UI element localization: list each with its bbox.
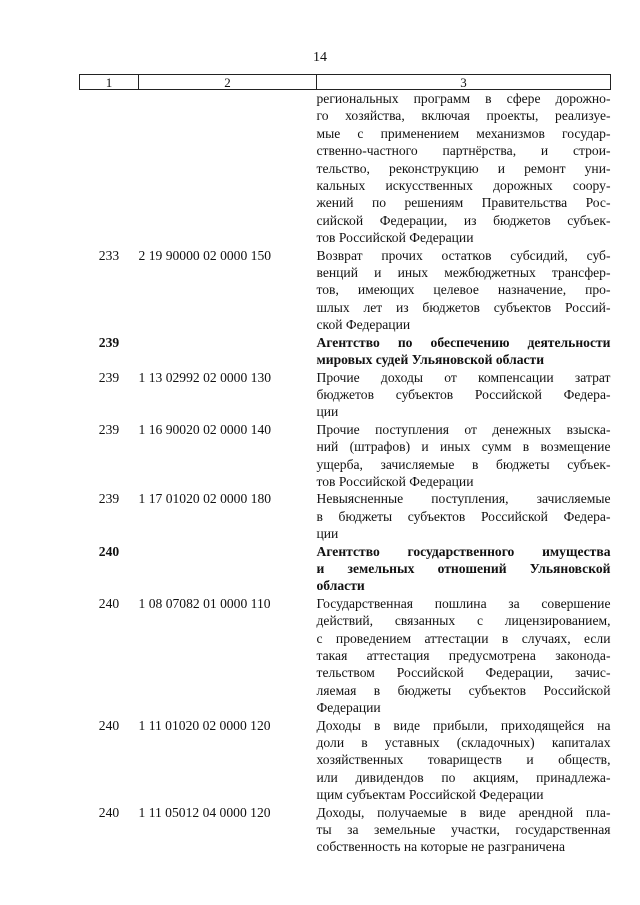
description-line: региональных программ в сфере дорожно- <box>316 91 611 106</box>
description-line: такая аттестация предусмотрена законода- <box>316 648 611 663</box>
description-line: тов, имеющих целевое назначение, про- <box>316 282 611 298</box>
description-line: Доходы, получаемые в виде арендной пла- <box>316 804 611 820</box>
description-line: ской Федерации <box>316 317 411 333</box>
description-line: шлых лет из бюджетов субъектов Россий- <box>316 299 611 315</box>
description-cell <box>317 421 611 491</box>
description-line: и земельных отношений Ульяновской <box>316 560 611 576</box>
revenue-code-cell: 1 16 90020 02 0000 140 <box>138 421 272 437</box>
table-row <box>80 717 611 804</box>
description-line: бюджетов субъектов Российской Федера- <box>316 386 611 402</box>
description-line: кальных искусственных дорожных соору- <box>316 178 611 194</box>
description-line: Государственная пошлина за совершение <box>316 595 611 611</box>
description-line: тельство, реконструкцию и ремонт уни- <box>316 160 611 176</box>
table-header-row <box>80 75 611 90</box>
description-line: действий, связанных с лицензированием, <box>316 613 611 629</box>
description-line: Агентство государственного имущества <box>316 543 611 559</box>
revenue-code-cell: 1 11 01020 02 0000 120 <box>138 717 271 733</box>
description-cell <box>317 247 611 334</box>
description-line: Возврат прочих остатков субсидий, суб- <box>316 247 611 263</box>
description-cell <box>317 369 611 421</box>
description-line: ции <box>316 526 339 542</box>
description-line: мые с применением механизмов государ- <box>316 125 611 141</box>
description-line: ляемая в бюджеты субъектов Российской <box>316 682 611 698</box>
description-line: с проведением аттестации в случаях, если <box>316 630 611 646</box>
admin-code-cell <box>80 90 139 247</box>
description-cell <box>317 804 611 856</box>
table-row <box>80 804 611 856</box>
revenue-code-cell <box>139 90 317 247</box>
header-col-2: 2 <box>139 75 317 90</box>
table-row <box>80 595 611 717</box>
description-line: мировых судей Ульяновской области <box>316 352 545 368</box>
description-cell <box>317 490 611 542</box>
description-line: Прочие поступления от денежных взыска- <box>316 421 611 437</box>
revenue-code-cell: 1 11 05012 04 0000 120 <box>138 804 271 820</box>
description-line: Агентство по обеспечению деятельности <box>316 334 611 350</box>
description-line: тов Российской Федерации <box>316 473 474 489</box>
table-row <box>80 421 611 491</box>
description-line: ущерба, зачисляемые в бюджеты субъек- <box>316 456 611 472</box>
revenue-code-cell: 2 19 90000 02 0000 150 <box>138 247 272 263</box>
revenue-code-cell <box>139 334 317 369</box>
description-line: жений по решениям Правительства Рос- <box>316 195 611 211</box>
table-row <box>80 490 611 542</box>
table-row <box>80 369 611 421</box>
description-line: го хозяйства, включая проекты, реализуе- <box>316 108 611 124</box>
admin-code-cell: 240 <box>98 595 120 611</box>
admin-code-cell: 239 <box>98 334 120 350</box>
admin-code-cell: 233 <box>98 247 120 263</box>
table-section-row <box>80 543 611 595</box>
description-line: хозяйственных товариществ и обществ, <box>316 752 611 768</box>
header-col-1: 1 <box>80 75 139 90</box>
description-line: ты за земельные участки, государственная <box>316 822 611 838</box>
admin-code-cell: 239 <box>98 369 120 385</box>
description-cell <box>317 543 611 595</box>
revenue-code-cell: 1 17 01020 02 0000 180 <box>138 491 272 507</box>
description-line: ний (штрафов) и иных сумм в возмещение <box>316 439 611 455</box>
description-line: Невыясненные поступления, зачисляемые <box>316 491 611 507</box>
table-row <box>80 247 611 334</box>
description-cell <box>317 334 611 369</box>
description-line: области <box>316 578 365 594</box>
description-cell <box>317 595 611 717</box>
description-line: Доходы в виде прибыли, приходящейся на <box>316 717 611 733</box>
admin-code-cell: 240 <box>98 804 120 820</box>
header-col-3: 3 <box>317 75 611 90</box>
description-line: сийской Федерации, из бюджетов субъек- <box>316 212 611 228</box>
description-line: венций и иных межбюджетных трансфер- <box>316 265 611 281</box>
description-line: ственно-частного партнёрства, и строи- <box>316 143 611 159</box>
admin-code-cell: 239 <box>98 421 120 437</box>
table-section-row <box>80 334 611 369</box>
description-line: или дивидендов по акциям, принадлежа- <box>316 769 611 785</box>
admin-code-cell: 240 <box>98 717 120 733</box>
table-body <box>80 90 611 856</box>
admin-code-cell: 239 <box>98 491 120 507</box>
description-line: ции <box>316 404 339 420</box>
description-line: Прочие доходы от компенсации затрат <box>316 369 611 385</box>
revenue-code-cell: 1 13 02992 02 0000 130 <box>138 369 272 385</box>
description-line: в бюджеты субъектов Российской Федера- <box>316 508 611 524</box>
description-line: доли в уставных (складочных) капиталах <box>316 735 611 751</box>
table-row <box>80 90 611 247</box>
description-line: тов Российской Федерации <box>316 230 474 246</box>
revenue-code-cell <box>139 543 317 595</box>
page-number: 14 <box>313 50 327 65</box>
revenue-codes-table <box>79 74 611 856</box>
description-line: щим субъектам Российской Федерации <box>316 787 544 803</box>
description-line: собственность на которые не разграничена <box>316 839 566 855</box>
admin-code-cell: 240 <box>98 543 120 559</box>
description-cell <box>317 717 611 804</box>
description-line: тельством Российской Федерации, зачис- <box>316 665 611 681</box>
description-line: Федерации <box>316 700 381 716</box>
revenue-code-cell: 1 08 07082 01 0000 110 <box>138 595 271 611</box>
description-cell <box>317 90 611 247</box>
